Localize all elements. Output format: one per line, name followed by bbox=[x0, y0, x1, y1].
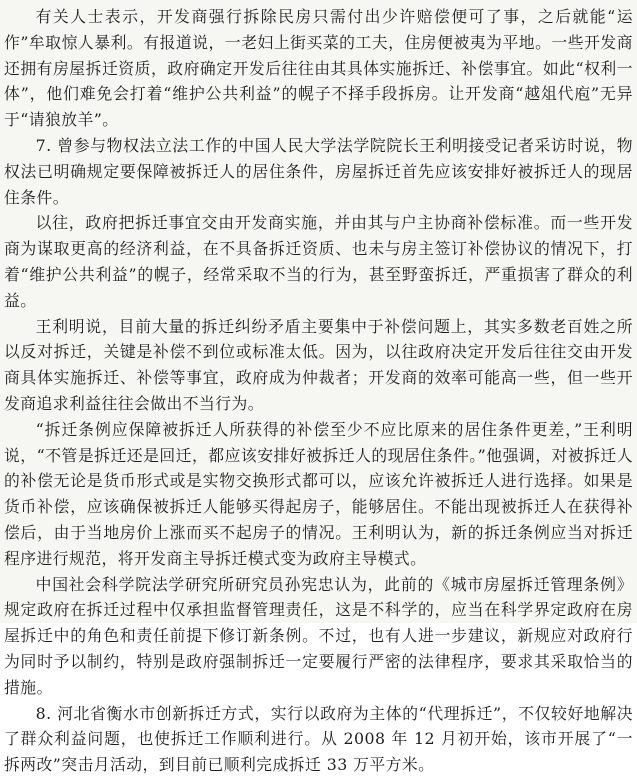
paragraph-developer-profit: 有关人士表示，开发商强行拆除民房只需付出少许赔偿便可了事，之后就能“运作”牟取惊人暴利。有报道说，一老妇上街买菜的工夫，住房便被夷为平地。一些开发商还拥有房屋拆迁资质，政府确定开发后往往由其具体实施拆迁、补偿事宜。如此“权利一体”，他们难免会打着“维护公共利益”的幌子不择手段拆房。让开发商“越俎代庖”无异于“请狼放羊”。 bbox=[4, 7, 633, 130]
paragraph-compensation-issue: 王利明说，目前大量的拆迁纠纷矛盾主要集中于补偿问题上，其实多数老百姓之所以反对拆迁，关键是补偿不到位或标准太低。因为，以往政府决定开发后往往交由开发商具体实施拆迁、补偿等事宜，政府成为仲裁者；开发商的效率可能高一些，但一些开发商追求利益往往会做出不当行为。 bbox=[4, 316, 633, 413]
paragraph-cass-opinion: 中国社会科学院法学研究所研究员孙宪忠认为，此前的《城市房屋拆迁管理条例》规定政府在拆迁过程中仅承担监督管理责任，这是不科学的，应当在科学界定政府在房屋拆迁中的角色和责任前提下修订新条例。不过，也有人进一步建议，新规应对政府行为同时予以制约，特别是政府强制拆迁一定要履行严密的法律程序，要求其采取恰当的措施。 bbox=[4, 574, 633, 697]
paragraph-item-7: 7. 曾参与物权法立法工作的中国人民大学法学院院长王利明接受记者采访时说，物权法已明确规定要保障被拆迁人的居住条件，房屋拆迁首先应该安排好被拆迁人的现居住条件。 bbox=[4, 135, 633, 207]
paragraph-item-8: 8. 河北省衡水市创新拆迁方式，实行以政府为主体的“代理拆迁”，不仅较好地解决了群众利益问题，也使拆迁工作顺利进行。从 2008 年 12 月初开始，该市开展了“一拆两改”突击月活动，到目前已顺利完成拆迁 33 万平方米。 bbox=[4, 703, 633, 775]
paragraph-past-practice: 以往，政府把拆迁事宜交由开发商实施，并由其与户主协商补偿标准。而一些开发商为谋取更高的经济利益，在不具备拆迁资质、也未与房主签订补偿协议的情况下，打着“维护公共利益”的幌子，经常采取不当的行为，甚至野蛮拆迁，严重损害了群众的利益。 bbox=[4, 213, 633, 310]
paragraph-regulation-guarantee: “拆迁条例应保障被拆迁人所获得的补偿至少不应比原来的居住条件更差，”王利明说，“不管是拆迁还是回迁，都应该安排好被拆迁人的现居住条件。”他强调，对被拆迁人的补偿无论是货币形式或是实物交换形式都可以，应该允许被拆迁人进行选择。如果是货币补偿，应该确保被拆迁人能够买得起房子，能够居住。不能出现被拆迁人在获得补偿后，由于当地房价上涨而买不起房子的情况。王利明认为，新的拆迁条例应当对拆迁程序进行规范，将开发商主导拆迁模式变为政府主导模式。 bbox=[4, 419, 633, 568]
